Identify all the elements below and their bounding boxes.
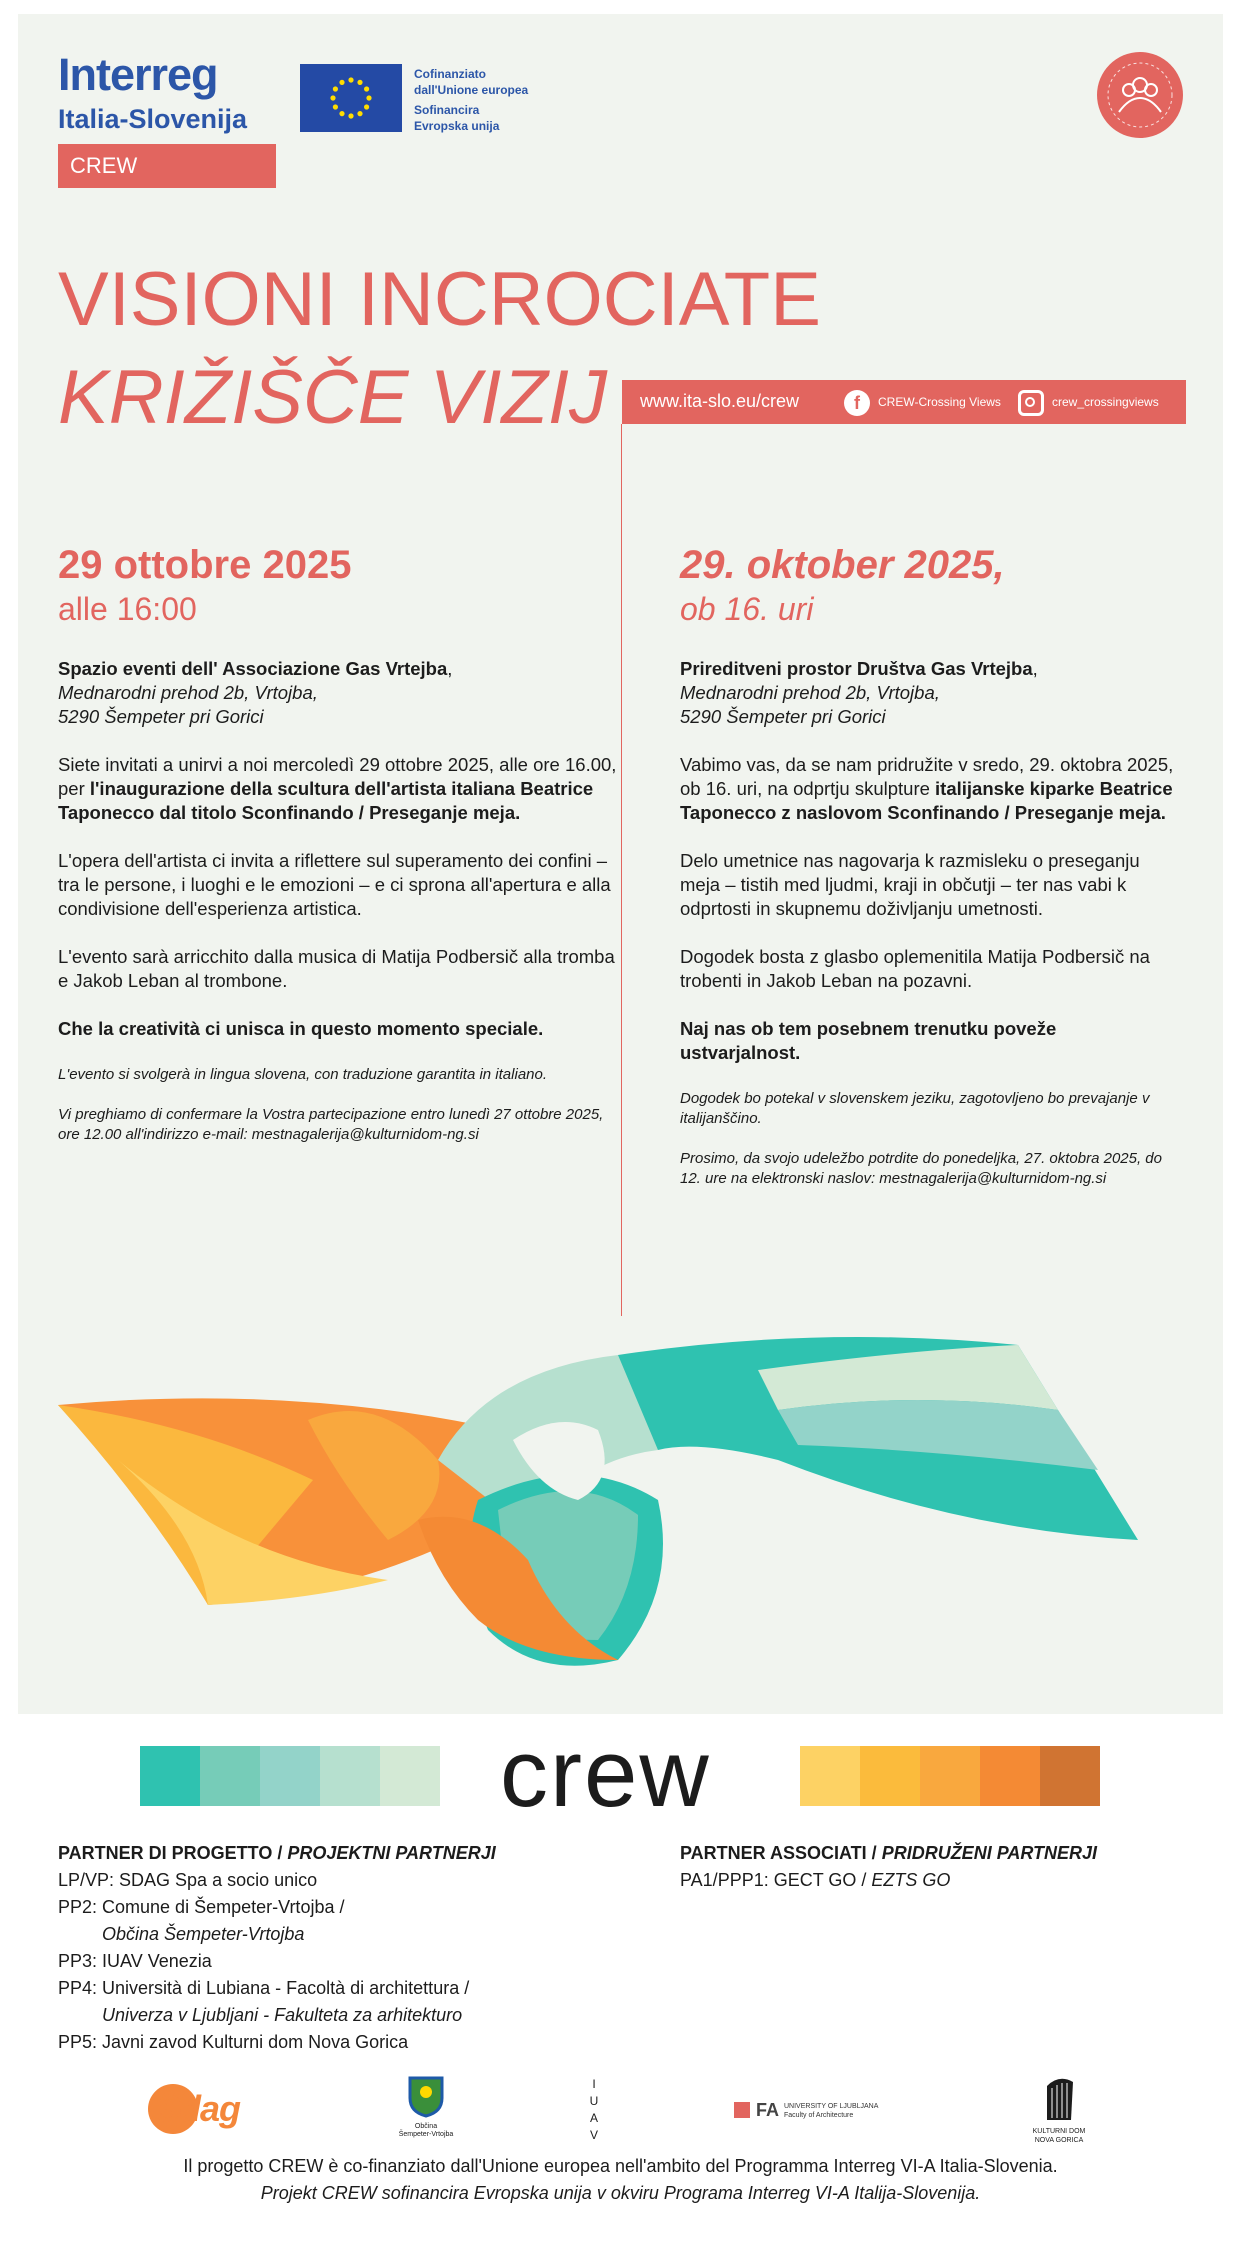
event-time-it: alle 16:00 xyxy=(58,591,197,627)
event-date-sl: 29. oktober 2025, xyxy=(680,543,1005,587)
partners-heading-sl: PROJEKTNI PARTNERJI xyxy=(287,1843,496,1863)
venue-name-sl: Prireditveni prostor Društva Gas Vrtejba xyxy=(680,658,1033,679)
invitation-text-it-b: l'inaugurazione della scultura dell'artista italiana Beatrice Taponecco dal titolo Sconfinando / Preseganje meja. xyxy=(58,778,594,823)
associates-heading xyxy=(680,1840,1097,1867)
interreg-logo-title: Interreg xyxy=(58,49,218,100)
venue-name-it: Spazio eventi dell' Associazione Gas Vrtejba xyxy=(58,658,448,679)
teal-stripe-4 xyxy=(320,1746,380,1806)
facebook-link[interactable]: CREW-Crossing Views xyxy=(878,395,1001,409)
eu-co-it-1: Cofinanziato xyxy=(414,67,486,81)
fa-logo-text-1: UNIVERSITY OF LJUBLJANA xyxy=(784,2103,879,2110)
obcina-logo xyxy=(396,2076,456,2148)
orange-stripe-5 xyxy=(1040,1746,1100,1806)
rsvp-text-sl: Prosimo, da svojo udeležbo potrdite do ponedeljka, 27. oktobra 2025, do 12. ure na elektronski naslov: mestnagalerija@kulturnidom-ng.si xyxy=(680,1150,1162,1187)
interreg-logo-subtitle: Italia-Slovenija xyxy=(58,104,248,134)
instagram-icon[interactable] xyxy=(1018,390,1044,416)
obcina-logo-text-1: Občina xyxy=(414,2123,438,2130)
kulturni-dom-logo xyxy=(1024,2076,1094,2145)
kulturni-dom-text-2: NOVA GORICA xyxy=(1034,2137,1084,2144)
links-bar xyxy=(622,380,1186,424)
venue-it: Spazio eventi dell' Associazione Gas Vrtejba, Mednarodni prehod 2b, Vrtojba, 5290 Šempeter pri Gorici xyxy=(58,658,453,727)
sdag-logo xyxy=(148,2084,268,2134)
fa-logo-mark: FA xyxy=(756,2100,780,2120)
invitation-text-sl xyxy=(680,753,1180,825)
project-tag: CREW xyxy=(58,144,276,188)
closing-text-sl: Naj nas ob tem posebnem trenutku poveže ustvarjalnost. xyxy=(680,1018,1057,1063)
facebook-icon[interactable]: f xyxy=(844,390,870,416)
partner-logos xyxy=(0,2076,1241,2156)
eu-co-it-2: dall'Unione europea xyxy=(414,83,529,97)
event-title-it: VISIONI INCROCIATE xyxy=(58,257,821,342)
partner-pp5: PP5: Javni zavod Kulturni dom Nova Gorica xyxy=(58,2032,409,2052)
invitation-text-it-a: Siete invitati a unirvi a noi mercoledì 29 ottobre 2025, alle ore 16.00, per xyxy=(58,754,617,799)
orange-stripes xyxy=(800,1746,1100,1806)
harp-icon xyxy=(1041,2076,1077,2122)
event-title-sl: KRIŽIŠČE VIZIJ xyxy=(58,355,607,440)
partner-pp4: PP4: Università di Lubiana - Facoltà di architettura / xyxy=(58,1978,470,1998)
teal-stripe-2 xyxy=(200,1746,260,1806)
orange-stripe-1 xyxy=(800,1746,860,1806)
partner-pp4-sl: Univerza v Ljubljani - Fakulteta za arhitekturo xyxy=(102,2005,463,2025)
partner-pp2: PP2: Comune di Šempeter-Vrtojba / xyxy=(58,1897,345,1917)
associates-heading-it: PARTNER ASSOCIATI / xyxy=(680,1843,882,1863)
invitation-text-sl-a: Vabimo vas, da se nam pridružite v sredo, 29. oktobra 2025, ob 16. uri, na odprtju skulpture xyxy=(680,754,1174,799)
sdag-logo-text: Sdag xyxy=(156,2088,241,2129)
obcina-crest-icon xyxy=(408,2076,444,2118)
fa-logo-text-2: Faculty of Architecture xyxy=(784,2112,854,2119)
associate-pa1 xyxy=(680,1867,1097,1894)
people-icon xyxy=(1097,52,1183,138)
obcina-logo-text-2: Šempeter-Vrtojba xyxy=(398,2131,454,2138)
teal-stripes xyxy=(140,1746,440,1806)
eu-flag-icon xyxy=(300,64,402,132)
venue-address-line1-sl: Mednarodni prehod 2b, Vrtojba, xyxy=(680,682,940,703)
eu-co-sl-2: Evropska unija xyxy=(414,119,500,133)
language-note-sl: Dogodek bo potekal v slovenskem jeziku, zagotovljeno bo prevajanje v italijanščino. xyxy=(680,1090,1150,1127)
knot-illustration xyxy=(58,1330,1138,1690)
event-time-sl: ob 16. uri xyxy=(680,591,814,627)
teal-stripe-1 xyxy=(140,1746,200,1806)
closing-text-it: Che la creatività ci unisca in questo momento speciale. xyxy=(58,1018,544,1039)
associates-heading-sl: PRIDRUŽENI PARTNERJI xyxy=(881,1843,1098,1863)
invitation-text-it xyxy=(58,753,618,825)
partner-pp2-sl: Občina Šempeter-Vrtojba xyxy=(102,1924,305,1944)
italian-column xyxy=(58,545,618,1165)
venue-sl: Prireditveni prostor Društva Gas Vrtejba, Mednarodni prehod 2b, Vrtojba, 5290 Šempeter pri Gorici xyxy=(680,658,1038,727)
associate-pa1-it: PA1/PPP1: GECT GO / xyxy=(680,1870,872,1890)
kulturni-dom-text-1: KULTURNI DOM xyxy=(1032,2128,1086,2135)
fa-logo-text xyxy=(784,2102,878,2120)
venue-address-line2-it: 5290 Šempeter pri Gorici xyxy=(58,706,264,727)
language-note-it: L'evento si svolgerà in lingua slovena, con traduzione garantita in italiano. xyxy=(58,1066,548,1083)
slovenian-column xyxy=(680,545,1180,1209)
footer xyxy=(0,2153,1241,2207)
orange-stripe-4 xyxy=(980,1746,1040,1806)
music-text-it: L'evento sarà arricchito dalla musica di Matija Podbersič alla tromba e Jakob Leban al trombone. xyxy=(58,946,615,991)
artwork-text-it: L'opera dell'artista ci invita a riflettere sul superamento dei confini – tra le persone, i luoghi e le emozioni – e ci sprona all'apertura e alla condivisione dell'esperienza artistica. xyxy=(58,850,611,919)
event-date-it: 29 ottobre 2025 xyxy=(58,543,352,587)
partners-heading xyxy=(58,1840,496,1867)
fa-logo-icon xyxy=(734,2102,750,2118)
eu-co-sl-1: Sofinancira xyxy=(414,103,480,117)
eu-cofinancing-text xyxy=(414,66,528,134)
partner-pp3: PP3: IUAV Venezia xyxy=(58,1951,212,1971)
column-divider xyxy=(621,424,622,1316)
artwork-text-sl: Delo umetnice nas nagovarja k razmisleku o preseganju meja – tistih med ljudmi, kraji in občutji – ter nas vabi k odprtosti in skupnemu doživljanju umetnosti. xyxy=(680,850,1140,919)
venue-address-line2-sl: 5290 Šempeter pri Gorici xyxy=(680,706,886,727)
footer-line-sl: Projekt CREW sofinancira Evropska unija v okviru Programa Interreg VI-A Italija-Slovenija. xyxy=(260,2183,981,2203)
invitation-text-sl-b: italijanske kiparke Beatrice Taponecco z naslovom Sconfinando / Preseganje meja. xyxy=(680,778,1173,823)
partners-heading-it: PARTNER DI PROGETTO / xyxy=(58,1843,288,1863)
project-partners xyxy=(58,1840,496,2056)
teal-stripe-3 xyxy=(260,1746,320,1806)
orange-stripe-3 xyxy=(920,1746,980,1806)
rsvp-text-it: Vi preghiamo di confermare la Vostra partecipazione entro lunedì 27 ottobre 2025, ore 12.00 all'indirizzo e-mail: mestnagalerija@kulturnidom-ng.si xyxy=(58,1106,604,1143)
associate-pa1-sl: EZTS GO xyxy=(871,1870,951,1890)
website-link[interactable]: www.ita-slo.eu/crew xyxy=(640,391,800,411)
associated-partners xyxy=(680,1840,1097,1894)
iuav-logo: I U A V xyxy=(589,2077,599,2142)
teal-stripe-5 xyxy=(380,1746,440,1806)
fa-logo xyxy=(734,2096,904,2126)
orange-stripe-2 xyxy=(860,1746,920,1806)
crew-wordmark: crew xyxy=(500,1720,711,1827)
instagram-link[interactable]: crew_crossingviews xyxy=(1052,395,1159,409)
venue-address-line1-it: Mednarodni prehod 2b, Vrtojba, xyxy=(58,682,318,703)
footer-line-it: Il progetto CREW è co-finanziato dall'Unione europea nell'ambito del Programma Interreg VI-A Italia-Slovenia. xyxy=(183,2156,1058,2176)
partner-lp: LP/VP: SDAG Spa a socio unico xyxy=(58,1870,318,1890)
music-text-sl: Dogodek bosta z glasbo oplemenitila Matija Podbersič na trobenti in Jakob Leban na pozavni. xyxy=(680,946,1150,991)
